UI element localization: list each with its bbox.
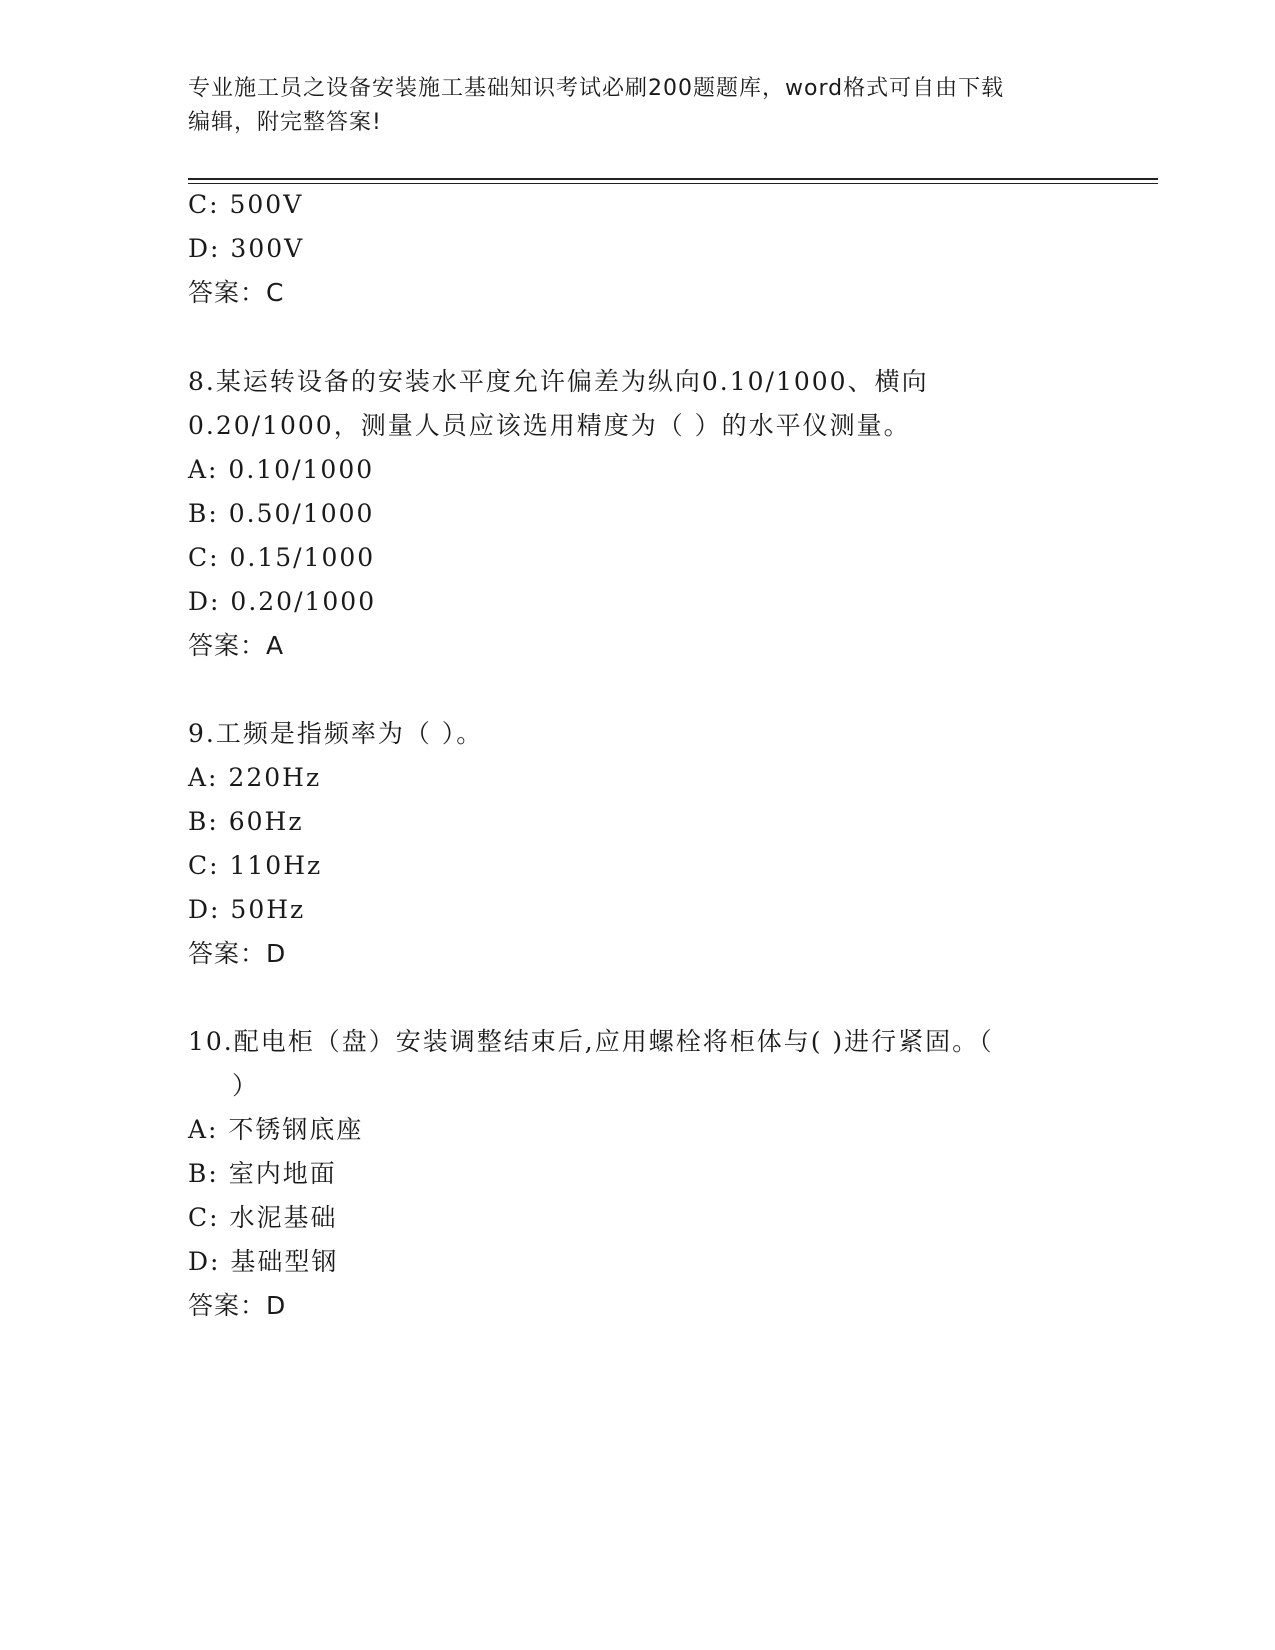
q9-option-c: C: 110Hz: [188, 851, 323, 880]
document-header: [188, 72, 1088, 140]
q8-option-b: B: 0.50/1000: [188, 499, 375, 528]
header-title-line2: 编辑，附完整答案!: [188, 110, 382, 135]
q8-option-c: C: 0.15/1000: [188, 543, 376, 572]
header-title-line1: 专业施工员之设备安装施工基础知识考试必刷200题题库，word格式可自由下载: [188, 76, 1005, 101]
q7-option-c: C: 500V: [188, 190, 304, 219]
q9-stem: 9.工频是指频率为（ ）。: [188, 719, 484, 748]
header-divider-thick: [188, 178, 1158, 180]
q8-answer: 答案：A: [188, 631, 285, 660]
q10-option-b: B: 室内地面: [188, 1159, 337, 1188]
q10-answer: 答案：D: [188, 1291, 287, 1320]
q8-option-d: D: 0.20/1000: [188, 587, 377, 616]
q9-option-a: A: 220Hz: [188, 763, 322, 792]
q10-option-c: C: 水泥基础: [188, 1203, 338, 1232]
q7-answer: 答案：C: [188, 278, 285, 307]
q8-option-a: A: 0.10/1000: [188, 455, 375, 484]
q8-stem-line2: 0.20/1000，测量人员应该选用精度为（ ）的水平仪测量。: [188, 411, 911, 440]
q10-stem-line1: 10.配电柜（盘）安装调整结束后,应用螺栓将柜体与( )进行紧固。（: [188, 1027, 994, 1056]
q10-stem-line2: ）: [232, 1071, 260, 1100]
q9-option-b: B: 60Hz: [188, 807, 304, 836]
q9-answer: 答案：D: [188, 939, 287, 968]
q8-stem-line1: 8.某运转设备的安装水平度允许偏差为纵向0.10/1000、横向: [188, 367, 929, 396]
header-divider-thin: [188, 183, 1158, 184]
q9-option-d: D: 50Hz: [188, 895, 306, 924]
q7-option-d: D: 300V: [188, 234, 305, 263]
q10-option-d: D: 基础型钢: [188, 1247, 339, 1276]
q10-option-a: A: 不锈钢底座: [188, 1115, 364, 1144]
